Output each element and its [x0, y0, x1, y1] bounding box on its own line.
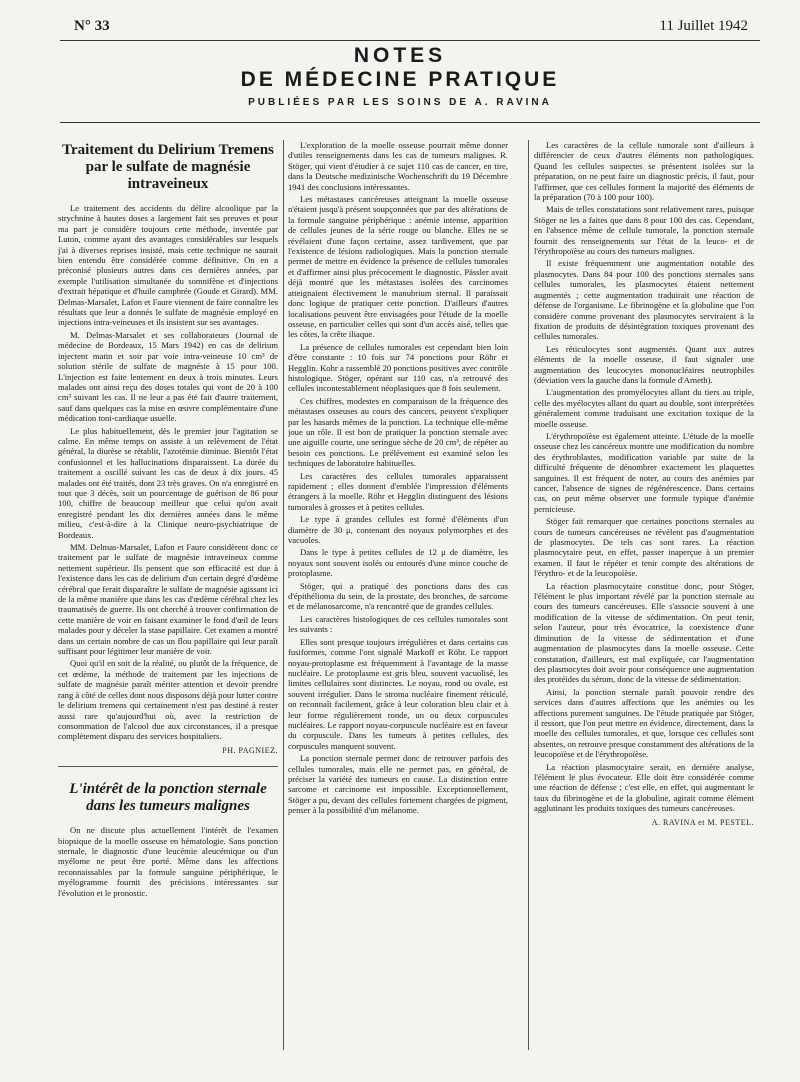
- journal-title-line1: NOTES: [353, 44, 447, 67]
- article2-paragraph: Les métastases cancéreuses atteignant la moelle osseuse n'étaient jusqu'à présent soupçonnées que par des altérations de la formule sanguine périphérique : anémie intense, apparition de cellules jeunes de la série rouge ou blanche. Elles ne se révélaient d'une façon certaine, assez tardivement, que par l'existence de lésions radiologiques. Mais la ponction sternale permet de mettre en évidence la présence de cellules tumorales et d'affirmer ainsi plus précocement le diagnostic. Pässler avait déjà montré que les métastases isolées des carcinomes atteignaient électivement le manubrium sternal. Il paraissait donc logique de pratiquer cette ponction. D'ailleurs d'autres localisations peuvent être envisagées pour l'étude de la moelle osseuse, en particulier celles qui sont d'un accès aisé, telles que les côtes, la crête iliaque.: [288, 194, 508, 340]
- article2-paragraph: La présence de cellules tumorales est cependant bien loin d'être constante : 10 fois sur 74 ponctions pour Röhr et Hegglin. Kohr a rassemblé 20 ponctions positives avec contrôle histologique. Stöger, opérant sur 110 cas, n'a retrouvé des cellules incontestablement néoplasiques que 8 fois seulement.: [288, 341, 508, 394]
- article-separator: [58, 766, 278, 767]
- header-rule-top: [60, 40, 760, 41]
- article1-paragraph: M. Delmas-Marsalet et ses collaborateurs (Journal de médecine de Bordeaux, 15 Mars 1942) en cas de delirium injectent matin et soir par voie intra-veineuse 10 cm³ de solution stérile de sulfate de magnésie à 15 pour 100. L'injection est faite lentement en deux à trois minutes. Leurs malades ont ainsi reçu des doses totales qui vont de 20 à 100 cm³ suivant les cas. Il ne leur a pas été fait d'autre traitement, sauf dans quelques cas la mise en œuvre complémentaire d'une médication toni-cardiaque usuelle.: [58, 329, 278, 424]
- article1-paragraph: Quoi qu'il en soit de la réalité, ou plutôt de la fréquence, de cet œdème, la méthode de traitement par les injections de sulfate de magnésie paraît mériter attention et devoir prendre rang à côté de celles dont nous disposons déjà pour lutter contre le delirium tremens qui certainement n'est pas destiné à rester aussi rare qu'aujourd'hui où, avec la restriction de consommation de l'alcool due aux circonstances, il a presque complètement disparu des services hospitaliers.: [58, 658, 278, 742]
- article1-body: [58, 203, 278, 742]
- article2-paragraph: Il existe fréquemment une augmentation notable des plasmocytes. Dans 84 pour 100 des ponctions sternales sans cellules tumorales, les plasmocytes étaient nettement augmentés ; cette augmentation traduirait une réaction de défense de l'organisme. Le fibrinogène et la globuline que l'on considère comme provenant des plasmocytes serviraient à la fixation de produits de désintégration toxiques provenant des cellules tumorales.: [534, 258, 754, 342]
- column-2: [288, 140, 508, 1070]
- page-number: N° 33: [74, 18, 110, 34]
- journal-subtitle: PUBLIÉES PAR LES SOINS DE A. RAVINA: [248, 97, 552, 108]
- article2-title: L'intérêt de la ponction sternale dans les tumeurs malignes: [69, 781, 267, 815]
- article2-signature: A. RAVINA et M. PESTEL.: [651, 817, 754, 827]
- article2-paragraph: L'exploration de la moelle osseuse pourrait même donner d'utiles renseignements dans les cas de tumeurs malignes. R. Stöger, qui vient d'étudier à ce sujet 110 cas de cancer, en tire, dans la Deutsche medizinische Wochenschrift du 19 Décembre 1941 des conclusions intéressantes.: [288, 140, 508, 192]
- article2-paragraph: On ne discute plus actuellement l'intérêt de l'examen biopsique de la moelle osseuse en hématologie. Sans ponction sternale, le diagnostic d'une leucémie aleucémique ou d'un myélome ne peut être porté. Même dans les affections reconnaissables par la formule sanguine périphérique, le myélogramme fournit des précisions intéressantes sur l'évolution et le pronostic.: [58, 825, 278, 898]
- article2-paragraph: La réaction plasmocytaire serait, en dernière analyse, l'élément le plus évocateur. Elle doit être considérée comme une réaction de défense ; c'est elle, en effet, qui augmentant le taux du fibrinogène et de la globuline, agirait comme élément agglutinant les produits toxiques des tumeurs cancéreuses.: [534, 761, 754, 814]
- column-3: [534, 140, 754, 1070]
- article1-signature: PH. PAGNIEZ.: [222, 745, 278, 755]
- column-divider-2: [528, 140, 529, 1050]
- article2-paragraph: Dans le type à petites cellules de 12 μ de diamètre, les noyaux sont souvent isolés ou entourés d'une mince couche de protoplasme.: [288, 547, 508, 579]
- article2-paragraph: Les réticulocytes sont augmentés. Quant aux autres éléments de la moelle osseuse, il faut signaler une augmentation des leucocytes mononucléaires neutrophiles (déviation vers la gauche dans la formule d'Arneth).: [534, 343, 754, 385]
- journal-title-line2: DE MÉDECINE PRATIQUE: [240, 68, 560, 91]
- article2-paragraph: Le type à grandes cellules est formé d'éléments d'un diamètre de 30 μ, contenant des noyaux polymorphes et des vacuoles.: [288, 514, 508, 546]
- article2-paragraph: Les caractères de la cellule tumorale sont d'ailleurs à différencier de ceux d'autres éléments non pathologiques. Quand les cellules suspectes se présentent isolées sur la préparation, on ne peut faire un diagnostic précis, il faut, pour l'affirmer, que ces cellules forment la majorité des éléments de la préparation (70 à 100 pour 100).: [534, 140, 754, 203]
- issue-date: 11 Juillet 1942: [659, 18, 748, 34]
- article2-paragraph: Mais de telles constatations sont relativement rares, puisque Stöger ne les a faites que dans 8 pour 100 des cas. Cependant, en l'absence même de cellule tumorale, la ponction sternale fournit des renseignements sur l'état de la leuco- et de l'érythropoïèse au cours des tumeurs malignes.: [534, 204, 754, 257]
- column-divider-1: [283, 140, 284, 1050]
- article2-paragraph: La réaction plasmocytaire constitue donc, pour Stöger, l'élément le plus important révélé par la ponction sternale au cours des tumeurs cancéreuses. Elle s'associe souvent à une modification de la vitesse de sédimentation. On peut tenir, selon l'auteur, pour très évocatrice, la coexistence d'une diminution de la vitesse de sédimentation et d'une augmentation de plasmocytes dans la moelle osseuse. Cette constatation, d'ailleurs, est mal expliquée, car l'augmentation des plasmocytes doit avoir pour conséquence une augmentation des protéides du sérum, donc de la vitesse de sédimentation.: [534, 580, 754, 685]
- article2-paragraph: Ces chiffres, modestes en comparaison de la fréquence des métastases osseuses au cours des cancers, peuvent s'expliquer par les hasards mêmes de la ponction. La technique elle-même joue un rôle. Il est bon de pratiquer la ponction sternale avec une aiguille courte, une seringue sèche de 20 cm³, de répéter au besoin ces ponctions. Le prélèvement est examiné selon les techniques de laboratoire habituelles.: [288, 395, 508, 469]
- article2-paragraph: Stöger, qui a pratiqué des ponctions dans des cas d'épithélioma du sein, de la prostate, des bronches, de sarcome et de mélanosarcome, n'a rencontré que de grandes cellules.: [288, 580, 508, 612]
- column-1: [58, 140, 278, 1030]
- article1-paragraph: MM. Delmas-Marsalet, Lafon et Faure considèrent donc ce traitement par le sulfate de magnésie intraveineux comme nettement supérieur. Ils pensent que son efficacité est due à l'existence dans les cas de delirium d'un certain degré d'œdème cérébral que ferait disparaître le sulfate de magnésie agissant ici de la même manière que dans les cas d'œdème cérébral chez les traumatisés de guerre. Ils ont cherché à trouver confirmation de cette manière de voir en faisant examiner le fond d'œil de leurs malades pour y déceler la stase papillaire. Cet examen a montré dans un certain nombre de cas un flou papillaire qui leur paraît suffisant pour légitimer leur manière de voir.: [58, 542, 278, 657]
- article1-title: Traitement du Delirium Tremens par le sulfate de magnésie intraveineux: [62, 142, 274, 192]
- article2-paragraph: La ponction sternale permet donc de retrouver parfois des cellules tumorales, mais elle ne permet pas, en général, de préciser la variété des tumeurs en cause. La distinction entre sarcome et carcinome est impossible. Exceptionnellement, Stöger a pu, devant des cellules fortement chargées de pigment, penser à la possibilité d'un mélanome.: [288, 753, 508, 816]
- header-rule-bottom: [60, 122, 760, 123]
- article1-paragraph: Le traitement des accidents du délire alcoolique par la strychnine à hautes doses a largement fait ses preuves et pour ma part je considère toujours cette méthode, inventée par Luton, comme ayant des avantages considérables sur lesquels j'ai à diverses reprises insisté, mais cette technique ne saurait bien entendu être considérée comme définitive. On en a préconisé plusieurs autres dans ces dernières années, par exemple l'utilisation simultanée du somnifène et d'injections d'extrait hépatique et d'huile camphrée (Goude et Girard). MM. Delmas-Marsalet, Lafon et Faure viennent de faire connaître les résultats que leur a donnés le sulfate de magnésie employé en injections intra-veineuses et ils insistent sur ses avantages.: [58, 203, 278, 328]
- article2-paragraph: Ainsi, la ponction sternale paraît pouvoir rendre des services dans d'autres affections que les anémies ou les affections purement sanguines. De l'étude pratiquée par Stöger, il ressort, que l'on peut mettre en évidence, directement, dans la moelle des cellules tumorales, et que, lorsque ces cellules sont absentes, on retrouve presque constamment des altérations de la leucopoïèse et de l'érythropoïèse.: [534, 686, 754, 760]
- article2-paragraph: Stöger fait remarquer que certaines ponctions sternales au cours de tumeurs cancéreuses ne révèlent pas d'augmentation de plasmocytes. De tels cas sont rares. La réaction plasmocytaire peut, en effet, passer inaperçue à un premier examen. Il faut le répéter et tenir compte des altérations de l'érythro- et de la leucopoïèse.: [534, 516, 754, 579]
- article2-paragraph: Les caractères histologiques de ces cellules tumorales sont les suivants :: [288, 613, 508, 635]
- article1-paragraph: Le plus habituellement, dès le premier jour l'agitation se calme. En même temps on assiste à un relèvement de l'état général, la diurèse se rétablit, l'azotémie diminue. Bientôt l'état confusionnel et les hallucinations disparaissent. La durée du traitement a oscillé suivant les cas de deux à dix jours. 45 malades ont été traités, dont 23 très graves. On n'a enregistré en tout que 3 décès, soit un pourcentage de guérison de 86 pour 100, chiffre de beaucoup meilleur que celui qu'on avait enregistré pendant les dix dernières années dans le même milieu, c'est-à-dire à la Clinique neuro-psychiatrique de Bordeaux.: [58, 425, 278, 540]
- article2-paragraph: L'érythropoïèse est également atteinte. L'étude de la moelle osseuse chez les cancéreux montre une modification du nombre des érythroblastes, modification variable par suite de la difficulté fréquente de dénombrer exactement les plaquettes sanguines. Il est fréquent de noter, au cours des anémies par cancer, l'absence de signes de régénérescence. Dans certains cas, on peut même observer une formule typique d'anémie pernicieuse.: [534, 430, 754, 514]
- article2-paragraph: L'augmentation des promyélocytes allant du tiers au triple, celle des myélocytes allant du quart au double, sont interprétées généralement comme traduisant une excitation toxique de la moelle osseuse.: [534, 387, 754, 429]
- article2-paragraph: Les caractères des cellules tumorales apparaissent rapidement ; elles donnent d'emblée l'impression d'éléments étrangers à la moelle. Röhr et Hegglin distinguent des lésions tumorales à grosses et à petites cellules.: [288, 470, 508, 512]
- article2-paragraph: Elles sont presque toujours irrégulières et dans certains cas fusiformes, comme l'ont signalé Markoff et Röhr. Le rapport noyau-protoplasme est fréquemment à l'avantage de la masse nucléaire. Le protoplasme est gris bleu, souvent vacuolisé, les limites cellulaires sont distinctes. Le noyau, rond ou ovale, est souvent irrégulier. Dans le stroma nucléaire finement réticulé, on reconnaît facilement, grâce à leur coloration bleu clair et à leur forme régulièrement ronde, un ou deux corpuscules nucléaires. Le rapport noyau-corpuscule nucléaire est en faveur du corpuscule. Dans les tumeurs à petites cellules, des corpuscules manquent souvent.: [288, 636, 508, 751]
